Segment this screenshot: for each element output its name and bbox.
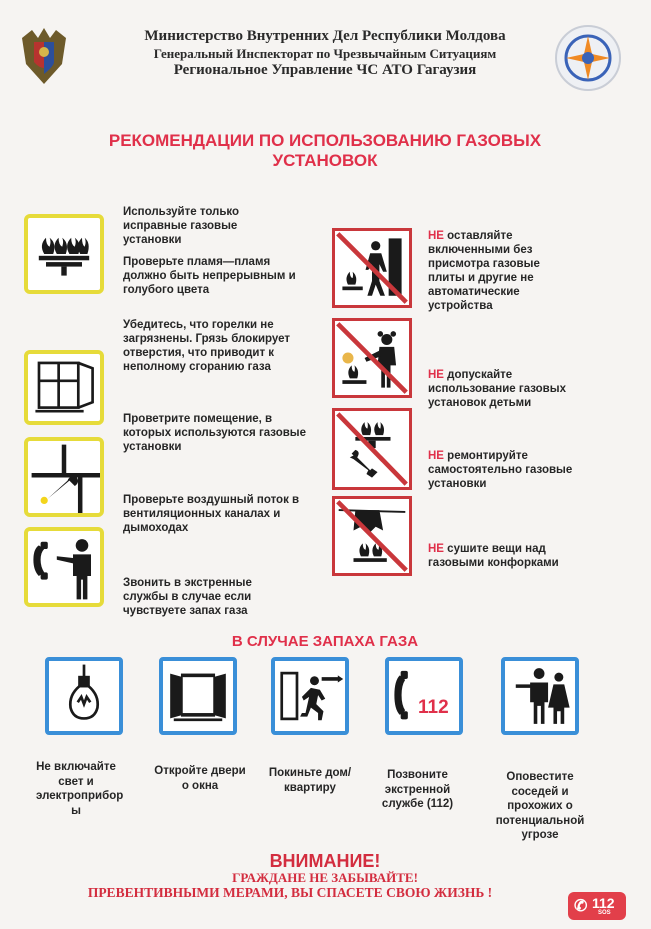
no-drying-clothes-icon xyxy=(332,496,412,576)
no-self-repair-icon xyxy=(332,408,412,490)
header-ministry: Министерство Внутренних Дел Республики Молдова xyxy=(144,28,506,44)
badge-112-sos xyxy=(568,892,626,920)
action-open-windows: Откройте двери о окна xyxy=(154,765,246,792)
tip-use-working-devices: Используйте только исправные газовые установки xyxy=(123,206,240,246)
tip-check-flame: Проверьте пламя—пламя должно быть непрерывным и голубого цвета xyxy=(123,256,296,296)
header-regional: Региональное Управление ЧС АТО Гагаузия xyxy=(173,62,477,78)
tip-clean-burners: Убедитесь, что горелки не загрязнены. Грязь блокирует отверстия, что приводит к неполному сгоранию газа xyxy=(123,319,291,373)
page-title-line2: УСТАНОВОК xyxy=(272,151,378,170)
moldova-coat-of-arms-icon xyxy=(18,24,70,88)
no-children-gas-icon xyxy=(332,318,412,398)
phone-number-112: 112 xyxy=(418,697,449,718)
attention-heading: ВНИМАНИЕ! xyxy=(269,851,381,871)
attention-line2: ПРЕВЕНТИВНЫМИ МЕРАМИ, ВЫ СПАСЕТЕ СВОЮ ЖИЗНЬ ! xyxy=(87,885,493,900)
notify-neighbors-icon xyxy=(501,657,579,735)
warning-ne-label: НЕ xyxy=(428,543,444,555)
warning-ne-label: НЕ xyxy=(428,369,444,381)
warning-text: оставляйте включенными без присмотра газовые плиты и другие не автоматические устройства xyxy=(428,230,540,312)
tip-ventilate-room: Проветрите помещение, в которых используются газовые установки xyxy=(123,413,307,453)
emergency-call-icon xyxy=(24,527,104,607)
light-bulb-icon xyxy=(45,657,123,735)
warning-text: ремонтируйте самостоятельно газовые установки xyxy=(428,450,573,490)
action-leave-home: Покиньте дом/квартиру xyxy=(268,767,352,794)
badge-phone-icon: ✆ xyxy=(574,898,588,915)
header-inspectorate: Генеральный Инспекторат по Чрезвычайным Ситуациям xyxy=(153,46,497,61)
warning-children xyxy=(428,368,603,410)
chimney-airflow-icon xyxy=(24,437,104,517)
attention-line1: ГРАЖДАНЕ НЕ ЗАБЫВАЙТЕ! xyxy=(232,870,418,885)
warning-ne-label: НЕ xyxy=(428,450,444,462)
action-call-112: Позвоните экстренной службе (112) xyxy=(381,769,454,810)
gas-smell-title: В СЛУЧАЕ ЗАПАХА ГАЗА xyxy=(231,633,419,650)
warning-unattended xyxy=(428,229,578,313)
badge-sos: SOS xyxy=(598,910,611,916)
tip-check-airflow: Проверьте воздушный поток в вентиляционных каналах и дымоходах xyxy=(123,494,300,534)
exit-running-icon xyxy=(271,657,349,735)
action-notify-neighbors: Оповестите соседей и прохожих о потенциальной угрозе xyxy=(495,771,585,841)
phone-112-icon xyxy=(385,657,463,735)
warning-text: допускайте использование газовых установок детьми xyxy=(428,369,566,409)
warning-text: сушите вещи над газовыми конфорками xyxy=(428,543,559,569)
badge-number: 112 xyxy=(592,895,615,911)
warning-ne-label: НЕ xyxy=(428,230,444,242)
window-ventilation-icon xyxy=(24,350,104,425)
emergency-emblem-icon xyxy=(552,22,624,94)
page-title-line1: РЕКОМЕНДАЦИИ ПО ИСПОЛЬЗОВАНИЮ ГАЗОВЫХ xyxy=(108,131,542,150)
gas-burner-icon xyxy=(24,214,104,294)
warning-self-repair xyxy=(428,449,603,491)
tip-call-emergency: Звонить в экстренные службы в случае если чувствуете запах газа xyxy=(123,577,252,617)
warning-drying-clothes xyxy=(428,542,588,570)
no-unattended-stove-icon xyxy=(332,228,412,308)
open-window-icon xyxy=(159,657,237,735)
action-no-lights: Не включайте свет и электроприбор ы xyxy=(36,761,124,817)
